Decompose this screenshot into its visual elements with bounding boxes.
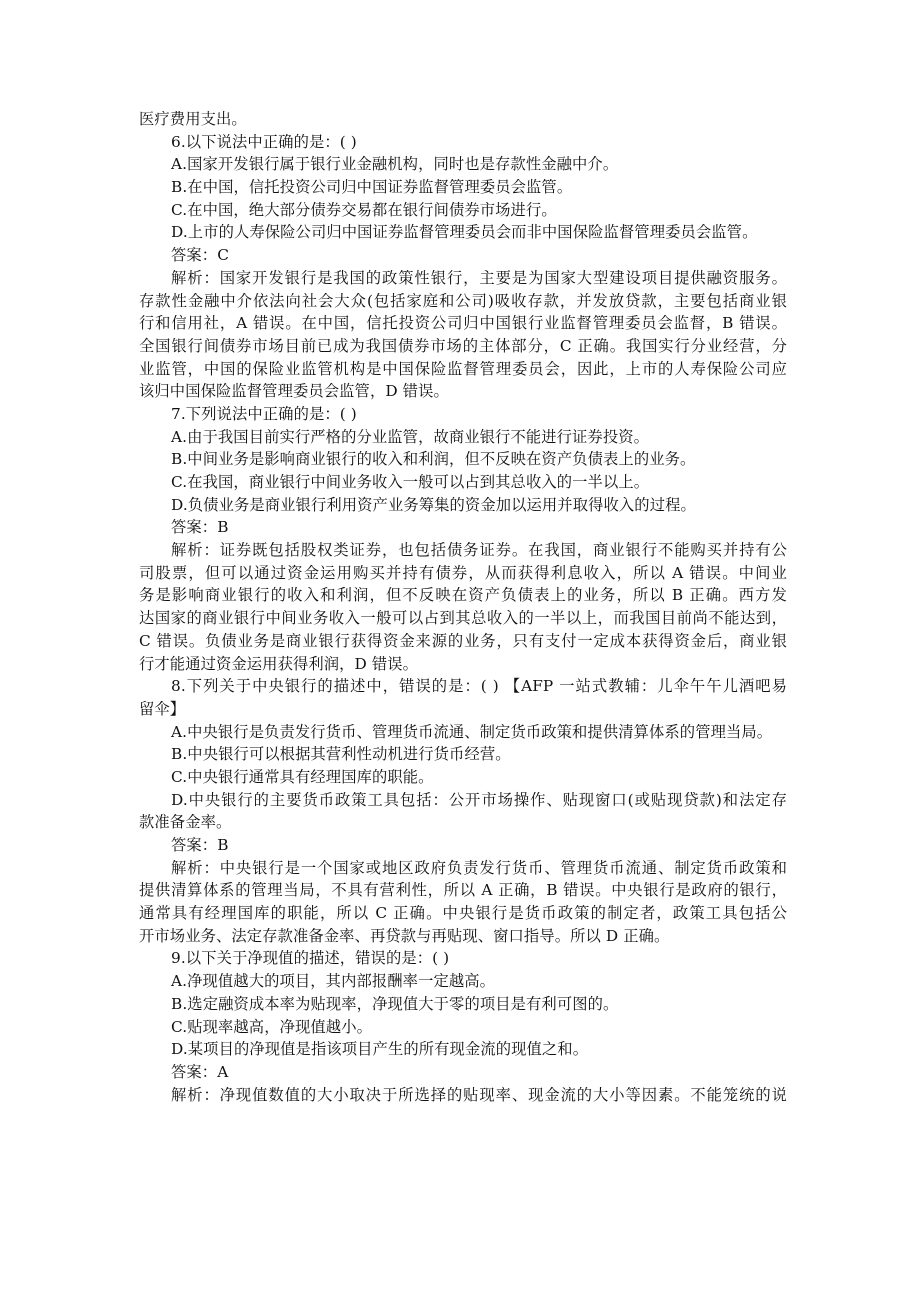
- analysis-line: 全国银行间债券市场目前已成为我国债券市场的主体部分，C 正确。我国实行分业经营，分: [139, 336, 787, 355]
- option-b: B.在中国，信托投资公司归中国证券监督管理委员会监管。: [171, 178, 573, 197]
- option-b: B.中间业务是影响商业银行的收入和利润，但不反映在资产负债表上的业务。: [171, 450, 696, 469]
- analysis-line: 存款性金融中介依法向社会大众(包括家庭和公司)吸收存款，并发放贷款，主要包括商业银: [139, 291, 787, 310]
- question-7: [139, 403, 787, 675]
- analysis-line: C 错误。负债业务是商业银行获得资金来源的业务，只有支付一定成本获得资金后，商业银: [139, 631, 787, 650]
- document-body: [139, 108, 787, 1106]
- option-b: B.中央银行可以根据其营利性动机进行货币经营。: [171, 745, 511, 764]
- option-c: C.中央银行通常具有经理国库的职能。: [171, 767, 434, 786]
- question-8: [139, 675, 787, 947]
- analysis-line: 该归中国保险监督管理委员会监管，D 错误。: [139, 382, 449, 401]
- question-stem: 8.下列关于中央银行的描述中，错误的是：( ) 【AFP 一站式教辅：儿伞午午儿酒吧易: [171, 677, 787, 696]
- option-a: A.净现值越大的项目，其内部报酬率一定越高。: [171, 972, 496, 991]
- option-d: D.上市的人寿保险公司归中国证券监督管理委员会而非中国保险监督管理委员会监管。: [171, 223, 758, 242]
- answer-line: 答案：C: [171, 246, 229, 265]
- analysis-line: 开市场业务、法定存款准备金率、再贷款与再贴现、窗口指导。所以 D 正确。: [139, 926, 670, 945]
- analysis-line: 通常具有经理国库的职能，所以 C 正确。中央银行是货币政策的制定者，政策工具包括公: [139, 904, 787, 923]
- analysis-line: 解析：国家开发银行是我国的政策性银行，主要是为国家大型建设项目提供融资服务。: [171, 268, 787, 287]
- answer-line: 答案：B: [171, 518, 229, 537]
- analysis-line: 业监管，中国的保险业监管机构是中国保险监督管理委员会，因此，上市的人寿保险公司应: [139, 359, 787, 378]
- answer-line: 答案：A: [171, 1062, 229, 1081]
- option-d-continued: 款准备金率。: [139, 813, 232, 832]
- question-stem: 7.下列说法中正确的是：( ): [171, 404, 357, 423]
- analysis-line: 解析：证券既包括股权类证券，也包括债务证券。在我国，商业银行不能购买并持有公: [171, 541, 787, 560]
- question-stem: 6.以下说法中正确的是：( ): [171, 132, 357, 151]
- answer-line: 答案：B: [171, 836, 229, 854]
- option-a: A.国家开发银行属于银行业金融机构，同时也是存款性金融中介。: [171, 155, 619, 174]
- option-a: A.由于我国目前实行严格的分业监管，故商业银行不能进行证券投资。: [171, 427, 650, 446]
- analysis-line: 解析：净现值数值的大小取决于所选择的贴现率、现金流的大小等因素。不能笼统的说: [171, 1085, 787, 1104]
- option-a: A.中央银行是负责发行货币、管理货币流通、制定货币政策和提供清算体系的管理当局。: [171, 722, 773, 741]
- analysis-line: 行和信用社，A 错误。在中国，信托投资公司归中国银行业监督管理委员会监督，B 错误。: [139, 314, 787, 333]
- option-c: C.在我国，商业银行中间业务收入一般可以占到其总收入的一半以上。: [171, 473, 650, 491]
- analysis-line: 提供清算体系的管理当局，不具有营利性，所以 A 正确，B 错误。中央银行是政府的银行，: [139, 881, 787, 900]
- option-c: C.在中国，绝大部分债券交易都在银行间债券市场进行。: [171, 200, 557, 219]
- option-c: C.贴现率越高，净现值越小。: [171, 1017, 372, 1036]
- question-6: [139, 131, 787, 403]
- option-d: D.中央银行的主要货币政策工具包括：公开市场操作、贴现窗口(或贴现贷款)和法定存: [171, 790, 787, 809]
- question-9: [139, 947, 787, 1106]
- text-line: 医疗费用支出。: [139, 110, 247, 128]
- analysis-line: 务是影响商业银行的收入和利润，但不反映在资产负债表上的业务，所以 B 正确。西方发: [139, 586, 787, 605]
- option-b: B.选定融资成本率为贴现率，净现值大于零的项目是有利可图的。: [171, 994, 619, 1013]
- question-stem: 9.以下关于净现值的描述，错误的是：( ): [171, 949, 450, 968]
- intro-line: [139, 108, 787, 131]
- analysis-line: 司股票，但可以通过资金运用购买并持有债券，从而获得利息收入，所以 A 错误。中间业: [139, 563, 787, 582]
- option-d: D.某项目的净现值是指该项目产生的所有现金流的现值之和。: [171, 1040, 589, 1059]
- question-stem-continued: 留伞】: [139, 699, 186, 718]
- analysis-line: 解析：中央银行是一个国家或地区政府负责发行货币、管理货币流通、制定货币政策和: [171, 858, 787, 877]
- analysis-line: 达国家的商业银行中间业务收入一般可以占到其总收入的一半以上，而我国目前尚不能达到，: [139, 609, 787, 628]
- option-d: D.负债业务是商业银行利用资产业务筹集的资金加以运用并取得收入的过程。: [171, 495, 696, 514]
- analysis-line: 行才能通过资金运用获得利润，D 错误。: [139, 654, 419, 673]
